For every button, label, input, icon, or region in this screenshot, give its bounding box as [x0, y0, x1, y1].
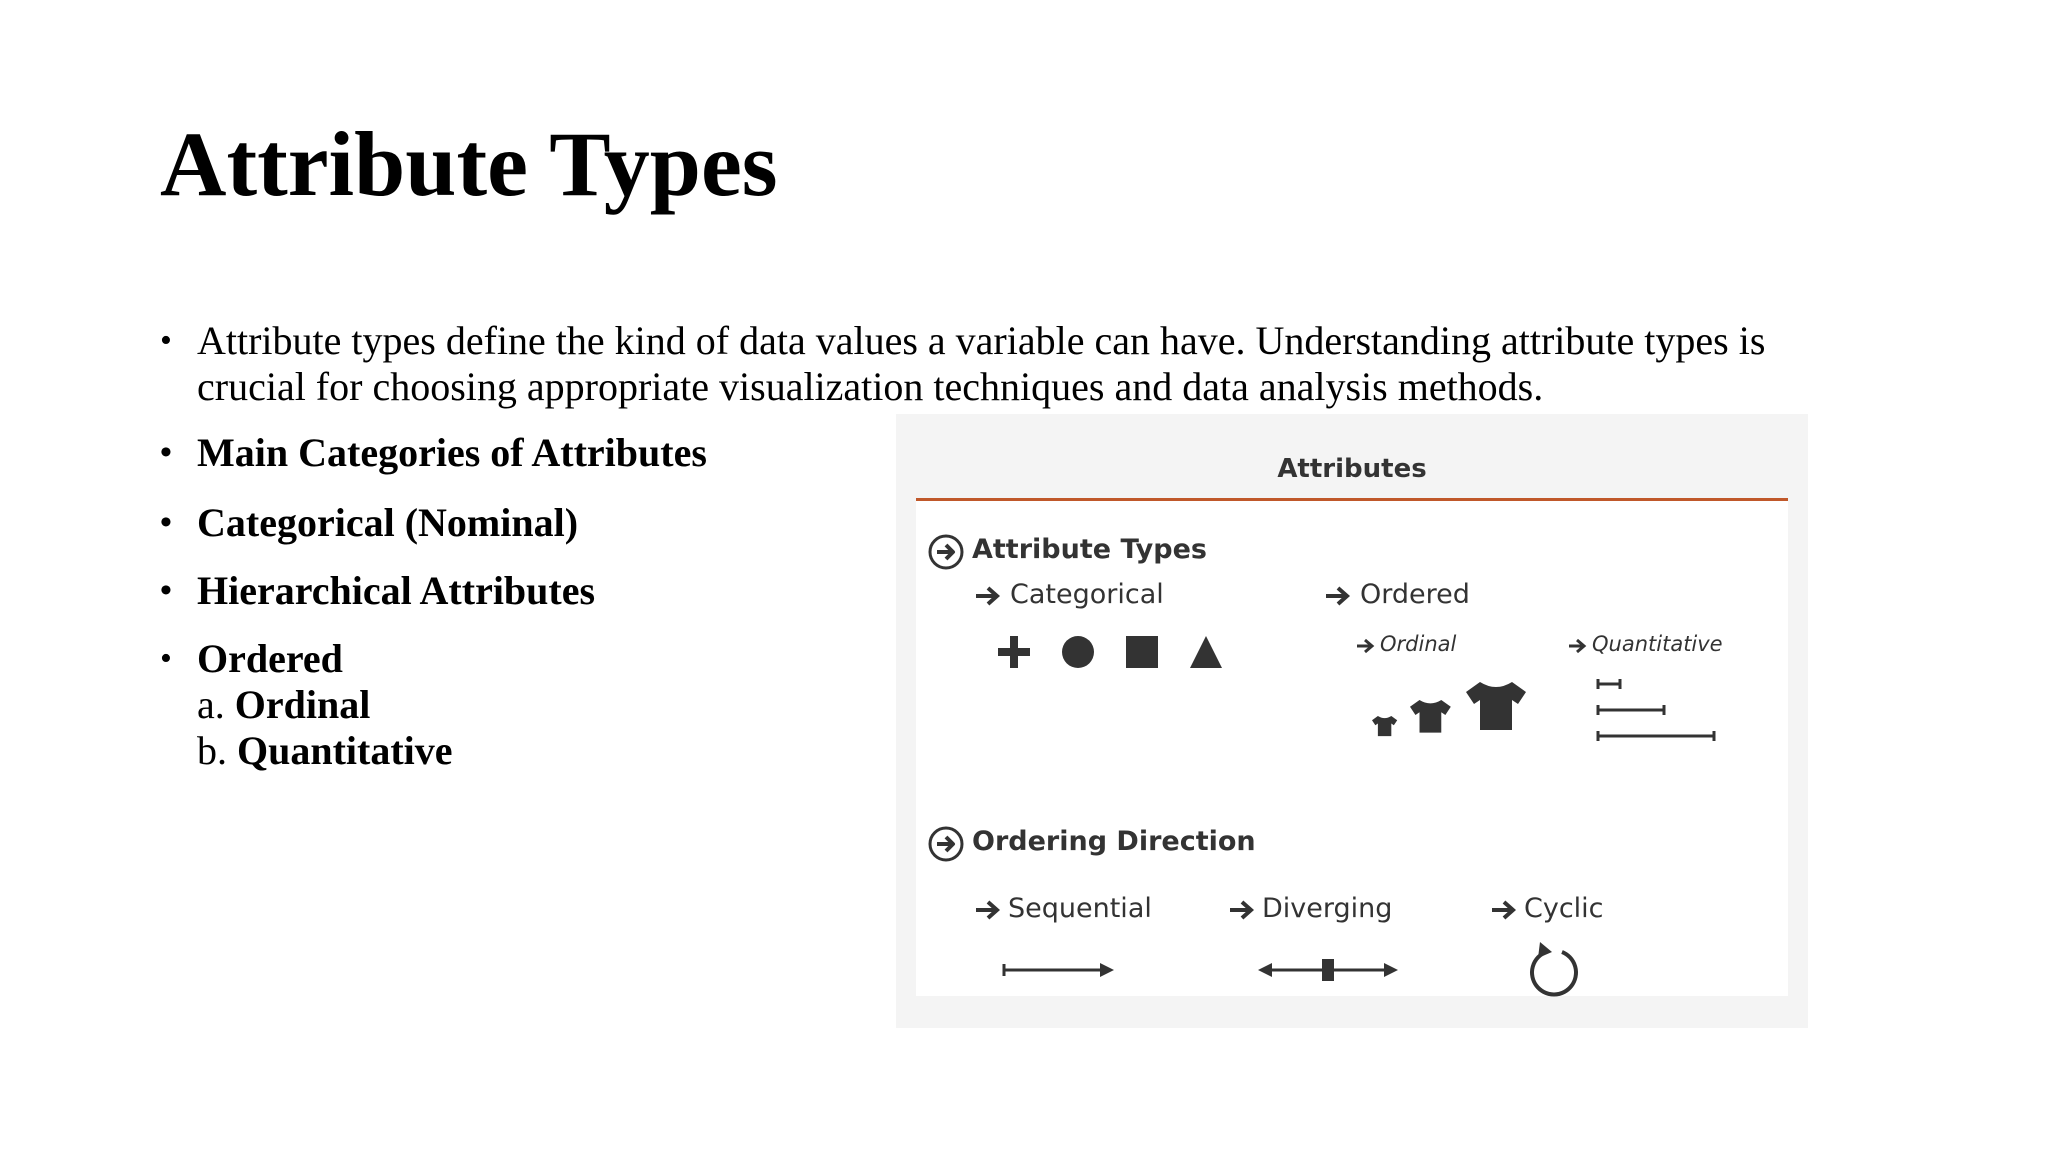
slide-title: Attribute Types	[160, 113, 778, 215]
cyclic-arrow-icon	[1526, 940, 1582, 998]
diverging-arrow-icon	[1256, 958, 1400, 982]
figure-header-rule	[916, 498, 1788, 501]
arrow-right-icon	[1490, 898, 1518, 922]
subitem-marker: b.	[197, 728, 227, 773]
tshirt-size-icons	[1372, 682, 1532, 742]
subitem-marker: a.	[197, 682, 225, 727]
cyclic-label: Cyclic	[1524, 893, 1604, 924]
diverging-label: Diverging	[1262, 893, 1393, 924]
ordinal-label: Ordinal	[1380, 632, 1457, 656]
circle-icon	[1062, 636, 1094, 668]
arrow-right-icon	[1568, 638, 1588, 654]
circle-arrow-icon	[926, 532, 966, 572]
subitem-text: Quantitative	[237, 728, 453, 773]
ordered-label: Ordered	[1360, 579, 1470, 610]
bullet-categorical-text: Categorical (Nominal)	[197, 500, 579, 545]
attributes-figure	[896, 414, 1808, 1028]
tshirt-medium-icon	[1410, 700, 1451, 733]
arrow-right-icon	[974, 584, 1002, 608]
sequential-label: Sequential	[1008, 893, 1152, 924]
subitem-ordinal	[197, 682, 370, 728]
length-long-icon	[1598, 731, 1714, 741]
arrow-right-icon	[1324, 584, 1352, 608]
sequential-arrow-icon	[1002, 958, 1116, 982]
bullet-intro-line2: crucial for choosing appropriate visualization techniques and data analysis methods.	[197, 364, 1544, 409]
tshirt-large-icon	[1466, 682, 1526, 730]
plus-icon	[998, 636, 1030, 668]
bullet-dot: •	[160, 504, 172, 541]
bullet-dot: •	[160, 434, 172, 471]
figure-header-text: Attributes	[1277, 454, 1427, 484]
square-icon	[1126, 636, 1158, 668]
bullet-hierarchical-text: Hierarchical Attributes	[197, 568, 596, 613]
categorical-label: Categorical	[1010, 579, 1164, 610]
arrow-right-icon	[1228, 898, 1256, 922]
ordering-direction-heading: Ordering Direction	[972, 826, 1256, 857]
bullet-dot: •	[160, 640, 172, 677]
length-short-icon	[1598, 679, 1620, 689]
bullet-dot: •	[160, 322, 172, 359]
circle-arrow-icon	[926, 824, 966, 864]
subitem-quantitative	[197, 728, 453, 774]
triangle-icon	[1190, 636, 1222, 668]
bullet-dot: •	[160, 572, 172, 609]
arrow-right-icon	[974, 898, 1002, 922]
length-medium-icon	[1598, 705, 1664, 715]
categorical-shapes	[994, 632, 1234, 672]
arrow-right-icon	[1356, 638, 1376, 654]
quantitative-label: Quantitative	[1592, 632, 1723, 656]
quantitative-length-icons	[1596, 678, 1726, 742]
bullet-ordered-text: Ordered	[197, 636, 343, 681]
bullet-intro-line1: Attribute types define the kind of data values a variable can have. Understanding attribute types is	[197, 318, 1766, 363]
subitem-text: Ordinal	[234, 682, 371, 727]
tshirt-small-icon	[1372, 716, 1397, 736]
attribute-types-heading: Attribute Types	[972, 534, 1207, 565]
bullet-main-categories-text: Main Categories of Attributes	[197, 430, 707, 475]
